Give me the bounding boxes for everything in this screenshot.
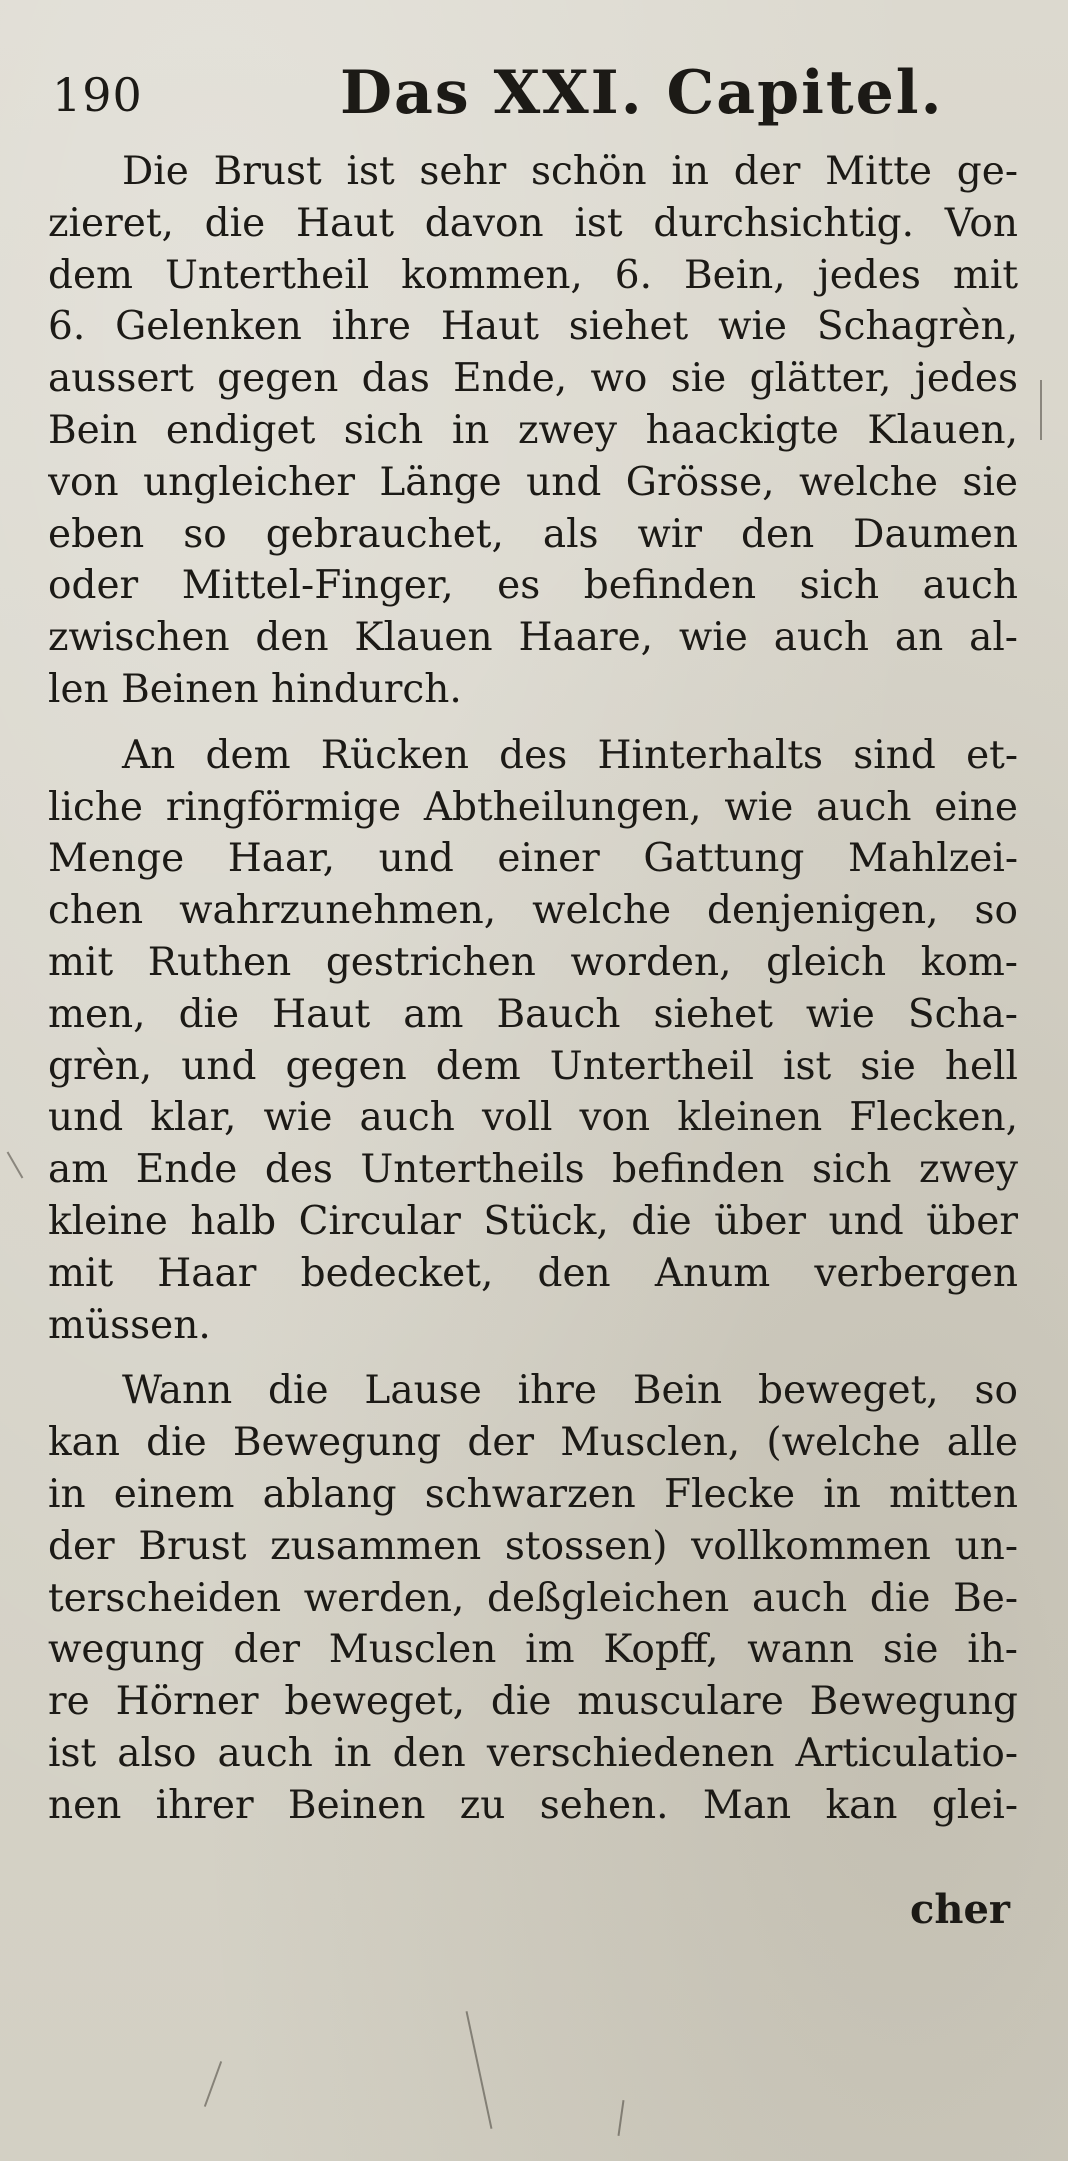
paper-speck bbox=[1040, 380, 1042, 440]
paper-speck bbox=[618, 2100, 625, 2136]
text-line: eben so gebrauchet, als wir den Daumen bbox=[48, 511, 1018, 557]
paragraph bbox=[48, 730, 1018, 1352]
text-line: zwischen den Klauen Haare, wie auch an al- bbox=[48, 615, 1018, 661]
text-line: Menge Haar, und einer Gattung Mahlzei- bbox=[48, 836, 1018, 882]
text-line: der Brust zusammen stossen) vollkommen un- bbox=[48, 1523, 1018, 1569]
text-line: kan die Bewegung der Musclen, (welche alle bbox=[48, 1420, 1018, 1466]
text-line: mit Ruthen gestrichen worden, gleich kom- bbox=[48, 939, 1018, 985]
catchword: cher bbox=[910, 1886, 1010, 1933]
text-line: Bein endiget sich in zwey haackigte Klauen, bbox=[48, 407, 1018, 453]
text-line: kleine halb Circular Stück, die über und über bbox=[48, 1198, 1018, 1244]
page-number: 190 bbox=[52, 68, 143, 122]
text-line: 6. Gelenken ihre Haut siehet wie Schagrèn, bbox=[48, 304, 1018, 350]
text-line: len Beinen hindurch. bbox=[48, 666, 462, 712]
text-line: zieret, die Haut davon ist durchsichtig. Von bbox=[48, 200, 1018, 246]
text-line: Die Brust ist sehr schön in der Mitte ge- bbox=[122, 149, 1018, 194]
page-header bbox=[52, 58, 1012, 138]
text-line: ist also auch in den verschiedenen Articulatio- bbox=[48, 1730, 1018, 1776]
paper-speck bbox=[466, 2011, 493, 2129]
text-line: re Hörner beweget, die musculare Bewegung bbox=[48, 1679, 1018, 1725]
text-line: chen wahrzunehmen, welche denjenigen, so bbox=[48, 888, 1018, 934]
text-line: oder Mittel-Finger, es befinden sich auch bbox=[48, 563, 1018, 609]
text-line: und klar, wie auch voll von kleinen Flecken, bbox=[48, 1095, 1018, 1141]
text-line: liche ringförmige Abtheilungen, wie auch eine bbox=[48, 784, 1018, 830]
text-line: dem Untertheil kommen, 6. Bein, jedes mit bbox=[48, 252, 1018, 298]
paper-speck bbox=[204, 2061, 222, 2107]
text-line: von ungleicher Länge und Grösse, welche sie bbox=[48, 459, 1018, 505]
text-line: terscheiden werden, deßgleichen auch die Be- bbox=[48, 1575, 1018, 1621]
paper-speck bbox=[7, 1152, 24, 1179]
text-line: nen ihrer Beinen zu sehen. Man kan glei- bbox=[48, 1782, 1018, 1828]
text-line: grèn, und gegen dem Untertheil ist sie hell bbox=[48, 1043, 1018, 1089]
paragraph bbox=[48, 1365, 1018, 1831]
text-line: in einem ablang schwarzen Flecke in mitten bbox=[48, 1471, 1018, 1517]
running-head: Das XXI. Capitel. bbox=[340, 58, 944, 128]
text-line: mit Haar bedecket, den Anum verbergen bbox=[48, 1250, 1018, 1296]
text-line: am Ende des Untertheils befinden sich zwey bbox=[48, 1147, 1018, 1193]
text-line: An dem Rücken des Hinterhalts sind et- bbox=[122, 732, 1018, 778]
text-line: wegung der Musclen im Kopff, wann sie ih- bbox=[48, 1627, 1018, 1673]
paragraph bbox=[48, 146, 1018, 716]
text-line: men, die Haut am Bauch siehet wie Scha- bbox=[48, 991, 1018, 1037]
text-line: Wann die Lause ihre Bein beweget, so bbox=[122, 1368, 1018, 1414]
text-line: müssen. bbox=[48, 1302, 211, 1348]
body-text bbox=[48, 146, 1018, 1846]
text-line: aussert gegen das Ende, wo sie glätter, jedes bbox=[48, 356, 1018, 402]
